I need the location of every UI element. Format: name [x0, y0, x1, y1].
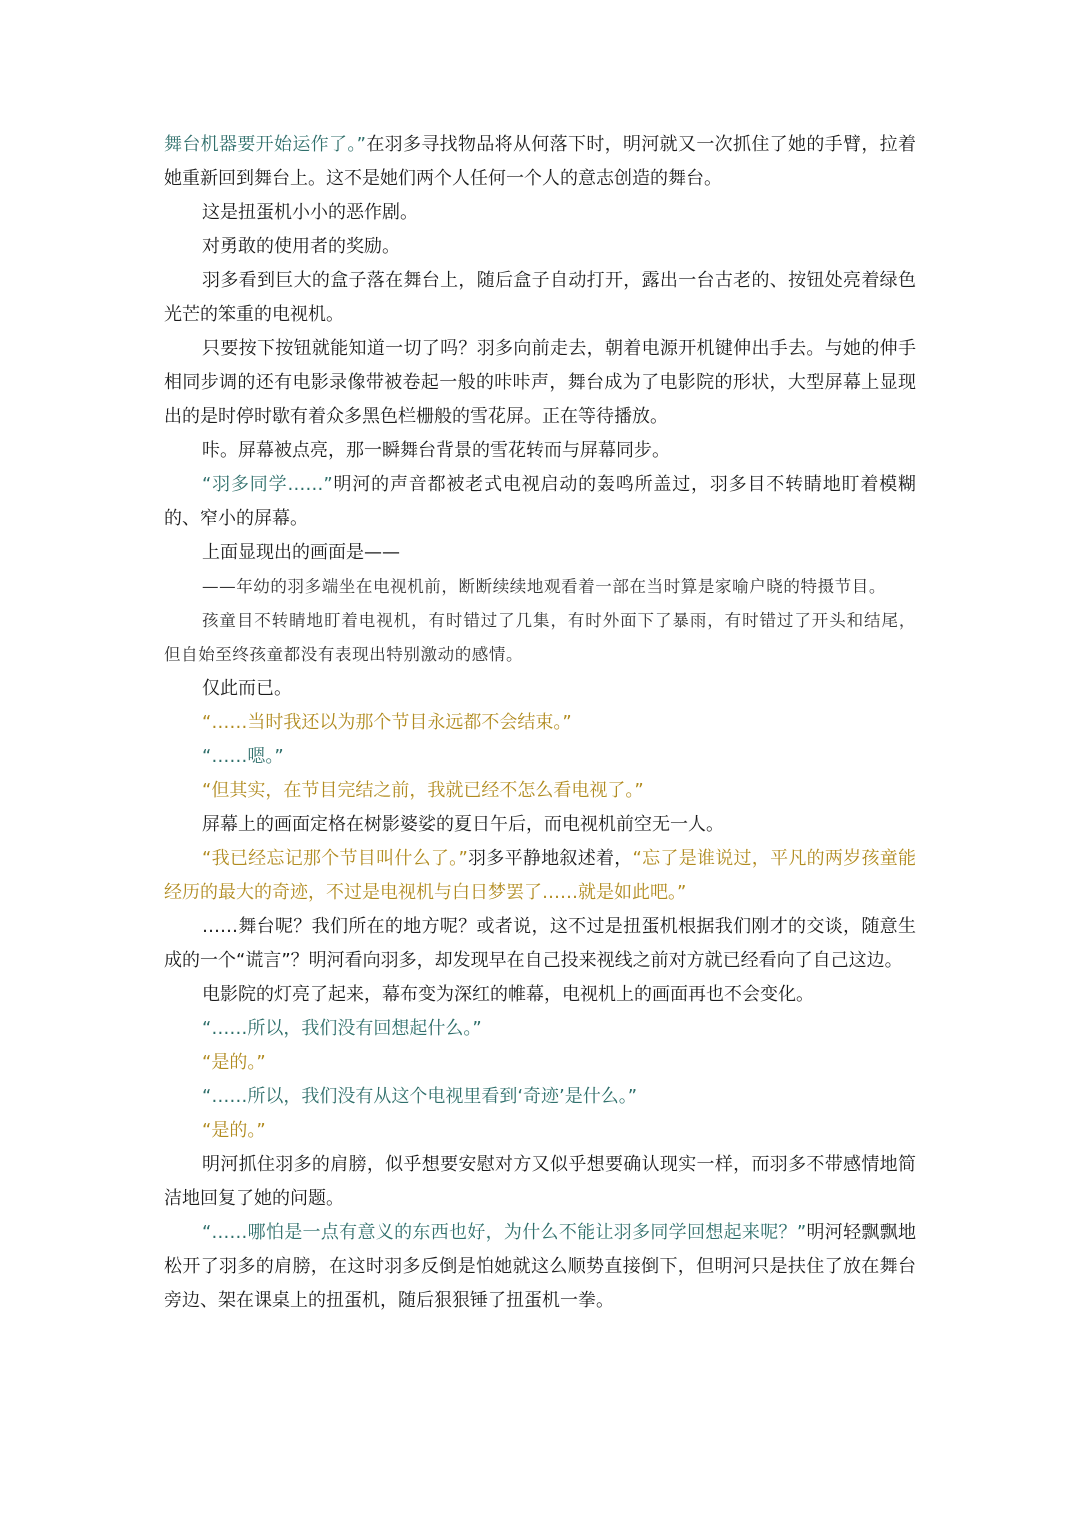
memory-text: ——年幼的羽多端坐在电视机前，断断续续地观看着一部在当时算是家喻户晓的特摄节目。	[202, 577, 886, 596]
narration-text: 这是扭蛋机小小的恶作剧。	[202, 202, 418, 223]
narration-text: 在羽多寻找物品将从何落下时，明河就又一次抓住了她的手臂，拉着她重新回到舞台上。这不是她们两个人任何一个人的意志创造的舞台。	[164, 134, 917, 189]
narration-text: 对勇敢的使用者的奖励。	[202, 236, 400, 257]
paragraph	[164, 264, 916, 332]
paragraph	[164, 434, 916, 468]
narration-text: 咔。屏幕被点亮，那一瞬舞台背景的雪花转而与屏幕同步。	[202, 440, 670, 461]
paragraph	[164, 604, 916, 672]
paragraph	[164, 1216, 916, 1318]
dialogue-text: “……所以，我们没有回想起什么。”	[202, 1018, 482, 1039]
paragraph	[164, 128, 916, 196]
dialogue-text: “我已经忘记那个节目叫什么了。”	[202, 848, 468, 869]
paragraph	[164, 536, 916, 570]
paragraph	[164, 978, 916, 1012]
narration-text: 羽多看到巨大的盒子落在舞台上，随后盒子自动打开，露出一台古老的、按钮处亮着绿色光芒的笨重的电视机。	[164, 270, 916, 325]
paragraph	[164, 332, 916, 434]
paragraph	[164, 1148, 916, 1216]
paragraph	[164, 808, 916, 842]
paragraph	[164, 230, 916, 264]
narration-text: 仅此而已。	[202, 678, 292, 699]
narration-text: 上面显现出的画面是——	[202, 542, 400, 563]
paragraph	[164, 1114, 916, 1148]
narration-text: ……舞台呢？我们所在的地方呢？或者说，这不过是扭蛋机根据我们刚才的交谈，随意生成的一个“谎言”？明河看向羽多，却发现早在自己投来视线之前对方就已经看向了自己这边。	[164, 916, 916, 971]
paragraph	[164, 468, 916, 536]
paragraph	[164, 1012, 916, 1046]
paragraph	[164, 774, 916, 808]
document-body	[164, 128, 916, 1318]
dialogue-text: “忘了是谁说过，平凡的两岁孩童能经历的最大的奇迹，不过是电视机与白日梦罢了……就是如此吧。”	[164, 848, 917, 903]
paragraph	[164, 706, 916, 740]
paragraph	[164, 196, 916, 230]
dialogue-text: “但其实，在节目完结之前，我就已经不怎么看电视了。”	[202, 780, 644, 801]
memory-text: 孩童目不转睛地盯着电视机，有时错过了几集，有时外面下了暴雨，有时错过了开头和结尾，但自始至终孩童都没有表现出特别激动的感情。	[164, 611, 916, 664]
dialogue-text: “羽多同学……”	[202, 474, 333, 495]
dialogue-text: “……所以，我们没有从这个电视里看到‘奇迹’是什么。”	[202, 1086, 638, 1107]
dialogue-text: “……哪怕是一点有意义的东西也好，为什么不能让羽多同学回想起来呢？”	[202, 1222, 807, 1243]
paragraph	[164, 1080, 916, 1114]
paragraph	[164, 672, 916, 706]
narration-text: 屏幕上的画面定格在树影婆娑的夏日午后，而电视机前空无一人。	[202, 814, 724, 835]
dialogue-text: “是的。”	[202, 1052, 266, 1073]
narration-text: 电影院的灯亮了起来，幕布变为深红的帷幕，电视机上的画面再也不会变化。	[202, 984, 814, 1005]
narration-text: 明河抓住羽多的肩膀，似乎想要安慰对方又似乎想要确认现实一样，而羽多不带感情地简洁地回复了她的问题。	[164, 1154, 916, 1209]
dialogue-text: “……嗯。”	[202, 746, 284, 767]
narration-text: 明河的声音都被老式电视启动的轰鸣所盖过，羽多目不转睛地盯着模糊的、窄小的屏幕。	[164, 474, 916, 529]
narration-text: 羽多平静地叙述着，	[467, 848, 633, 869]
dialogue-text: 舞台机器要开始运作了。”	[164, 134, 366, 155]
dialogue-text: “是的。”	[202, 1120, 266, 1141]
dialogue-text: “……当时我还以为那个节目永远都不会结束。”	[202, 712, 572, 733]
paragraph	[164, 740, 916, 774]
narration-text: 只要按下按钮就能知道一切了吗？羽多向前走去，朝着电源开机键伸出手去。与她的伸手相同步调的还有电影录像带被卷起一般的咔咔声，舞台成为了电影院的形状，大型屏幕上显现出的是时停时歇有着众多黑色栏栅般的雪花屏。正在等待播放。	[164, 338, 916, 427]
paragraph	[164, 842, 916, 910]
paragraph	[164, 910, 916, 978]
paragraph	[164, 1046, 916, 1080]
narration-text: 明河轻飘飘地松开了羽多的肩膀，在这时羽多反倒是怕她就这么顺势直接倒下，但明河只是扶住了放在舞台旁边、架在课桌上的扭蛋机，随后狠狠锤了扭蛋机一拳。	[164, 1222, 916, 1311]
paragraph	[164, 570, 916, 604]
